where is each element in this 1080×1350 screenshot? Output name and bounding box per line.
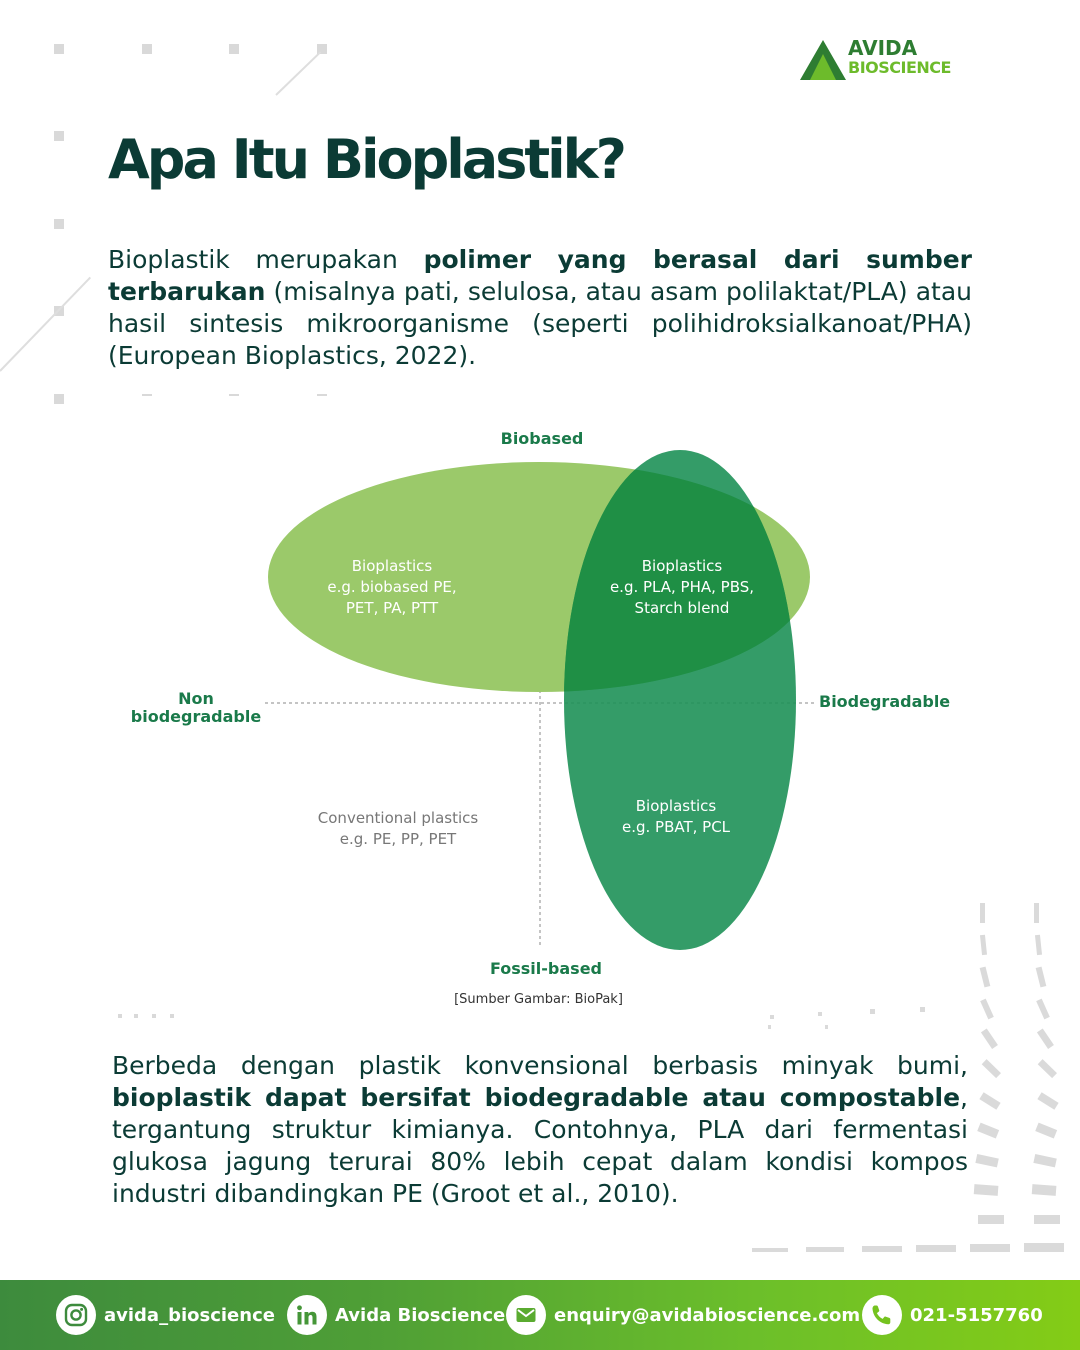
instagram-handle: avida_bioscience bbox=[104, 1304, 275, 1326]
region-biobased-bio-line1: Bioplastics bbox=[641, 557, 723, 575]
mail-icon bbox=[506, 1295, 546, 1335]
footer-email[interactable] bbox=[506, 1295, 860, 1335]
bioplastics-quadrant-diagram bbox=[0, 420, 1080, 1000]
decor-dot bbox=[118, 1014, 122, 1018]
footer-phone[interactable] bbox=[862, 1295, 1043, 1335]
intro-text-1: Bioplastik merupakan bbox=[108, 245, 424, 274]
decor-dot bbox=[170, 1014, 174, 1018]
decor-dash bbox=[317, 394, 327, 396]
caption-text: [Sumber Gambar: BioPak] bbox=[454, 992, 623, 1007]
decor-dot bbox=[134, 1014, 138, 1018]
decor-diagonal-line bbox=[0, 277, 91, 372]
region-biobased-bio-line2: e.g. PLA, PHA, PBS, bbox=[609, 578, 755, 596]
region-biobased-nonbio-line2: e.g. biobased PE, bbox=[327, 578, 457, 596]
decor-square bbox=[54, 394, 64, 404]
intro-text-2: (misalnya pati, selulosa, atau asam polilaktat/PLA) atau hasil sintesis mikroorganisme (seperti polihidroksialkanoat/PHA) (European Bioplastics, 2022). bbox=[108, 277, 972, 370]
intro-paragraph bbox=[108, 244, 972, 372]
axis-label-biobased: Biobased bbox=[500, 429, 584, 448]
linkedin-icon bbox=[287, 1295, 327, 1335]
phone-number: 021-5157760 bbox=[910, 1304, 1043, 1326]
decor-square bbox=[142, 44, 152, 54]
region-conventional-line1: Conventional plastics bbox=[317, 809, 479, 827]
decor-square bbox=[54, 131, 64, 141]
decor-square bbox=[54, 44, 64, 54]
page-title: Apa Itu Bioplastik? bbox=[108, 128, 624, 191]
axis-label-non: Non bbox=[178, 689, 214, 708]
body-bold-text: bioplastik dapat bersifat biodegradable atau compostable bbox=[112, 1083, 961, 1112]
decor-dash bbox=[142, 394, 152, 396]
decor-diagonal-line bbox=[275, 51, 321, 96]
decor-dot bbox=[152, 1014, 156, 1018]
decor-dash bbox=[229, 394, 239, 396]
region-biobased-nonbio-line3: PET, PA, PTT bbox=[345, 599, 439, 617]
axis-label-biodegradable: Biodegradable bbox=[819, 692, 951, 711]
region-fossil-bio-line1: Bioplastics bbox=[635, 797, 717, 815]
phone-icon bbox=[862, 1295, 902, 1335]
region-conventional-line2: e.g. PE, PP, PET bbox=[339, 830, 457, 848]
region-biobased-bio-line3: Starch blend bbox=[634, 599, 730, 617]
footer-instagram[interactable] bbox=[56, 1295, 275, 1335]
axis-label-fossil-based: Fossil-based bbox=[489, 959, 603, 978]
region-fossil-bio-line2: e.g. PBAT, PCL bbox=[621, 818, 731, 836]
contact-footer bbox=[0, 1280, 1080, 1350]
region-biobased-nonbio-line1: Bioplastics bbox=[351, 557, 433, 575]
image-source-caption bbox=[0, 992, 1080, 1007]
avida-triangle-logo-icon bbox=[800, 40, 846, 80]
avida-logo bbox=[800, 38, 1000, 82]
logo-text-avida: AVIDA bbox=[848, 36, 918, 60]
email-address: enquiry@avidabioscience.com bbox=[554, 1304, 861, 1326]
body-text-1: Berbeda dengan plastik konvensional berbasis minyak bumi, bbox=[112, 1051, 968, 1080]
footer-linkedin[interactable] bbox=[287, 1295, 505, 1335]
body-paragraph bbox=[112, 1050, 968, 1210]
linkedin-name: Avida Bioscience bbox=[335, 1304, 506, 1326]
axis-label-biodegradable-left: biodegradable bbox=[130, 707, 262, 726]
decor-square bbox=[229, 44, 239, 54]
instagram-icon bbox=[56, 1295, 96, 1335]
logo-text-bioscience: BIOSCIENCE bbox=[848, 58, 951, 77]
body-text-2: , tergantung struktur kimianya. Contohnya, PLA dari fermentasi glukosa jagung terurai 80% lebih cepat dalam kondisi kompos industri dibandingkan PE (Groot et al., 2010). bbox=[112, 1083, 968, 1208]
decor-square bbox=[54, 219, 64, 229]
intro-bold-text: polimer yang berasal dari sumber terbarukan bbox=[108, 245, 972, 306]
